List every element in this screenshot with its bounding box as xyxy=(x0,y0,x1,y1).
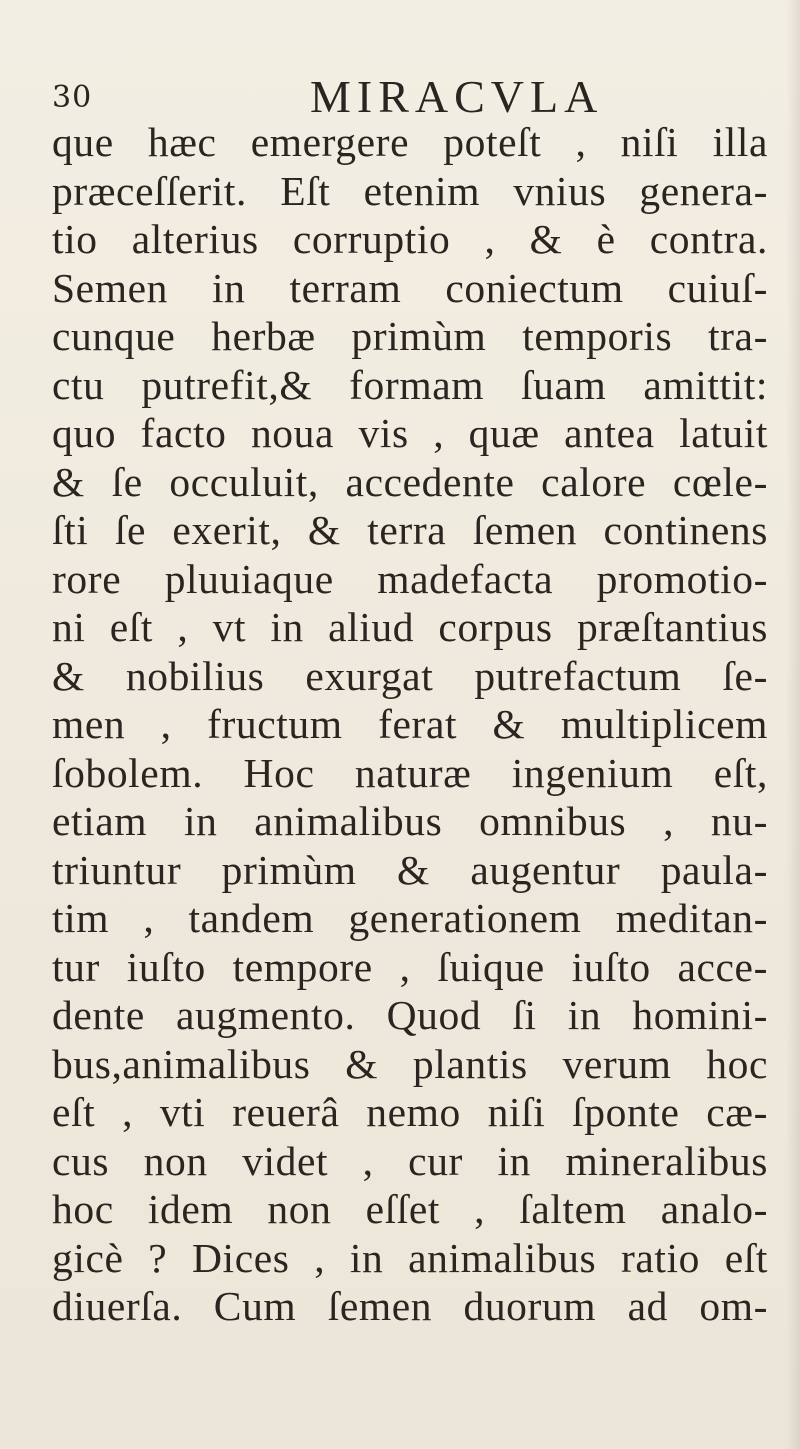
text-line: & ſe occuluit, accedente calore cœle- xyxy=(52,458,768,505)
text-line: etiam in animalibus omnibus , nu- xyxy=(52,798,768,844)
page-edge-shadow xyxy=(786,0,800,1449)
text-line: hoc idem non eſſet , ſaltem analo- xyxy=(52,1186,768,1232)
text-line: cus non videt , cur in mineralibus xyxy=(52,1137,768,1184)
text-line: & nobilius exurgat putrefactum ſe- xyxy=(52,652,768,699)
text-line: tur iuſto tempore , ſuique iuſto acce- xyxy=(52,943,768,990)
body-text xyxy=(52,118,768,1331)
text-line: ni eſt , vt in aliud corpus præſtantius xyxy=(52,604,768,650)
text-line: men , fructum ferat & multiplicem xyxy=(52,701,768,747)
text-line: Semen in terram coniectum cuiuſ- xyxy=(52,264,768,311)
text-line: quo facto noua vis , quæ antea latuit xyxy=(52,410,768,456)
text-line: bus,animalibus & plantis verum hoc xyxy=(52,1040,768,1087)
text-line: rore pluuiaque madefacta promotio- xyxy=(52,555,768,602)
text-line: dente augmento. Quod ſi in homini- xyxy=(52,992,768,1038)
text-line: triuntur primùm & augentur paula- xyxy=(52,846,768,893)
text-line: que hæc emergere poteſt , niſi illa xyxy=(52,119,768,165)
text-line: tio alterius corruptio , & è contra. xyxy=(52,216,768,262)
text-line: ctu putrefit,& formam ſuam amittit: xyxy=(52,361,768,408)
text-line: eſt , vti reuerâ nemo niſi ſponte cæ- xyxy=(52,1089,768,1135)
text-line: diuerſa. Cum ſemen duorum ad om- xyxy=(52,1283,768,1329)
page-number: 30 xyxy=(52,80,93,115)
text-line: ſti ſe exerit, & terra ſemen continens xyxy=(52,507,768,553)
text-line: ſobolem. Hoc naturæ ingenium eſt, xyxy=(52,749,768,796)
page-header xyxy=(52,66,752,126)
text-line: cunque herbæ primùm temporis tra- xyxy=(52,313,768,359)
running-head: MIRACVLA xyxy=(310,71,604,122)
text-line: tim , tandem generationem meditan- xyxy=(52,895,768,941)
text-line: gicè ? Dices , in animalibus ratio eſt xyxy=(52,1234,768,1281)
text-line: præceſſerit. Eſt etenim vnius genera- xyxy=(52,167,768,214)
